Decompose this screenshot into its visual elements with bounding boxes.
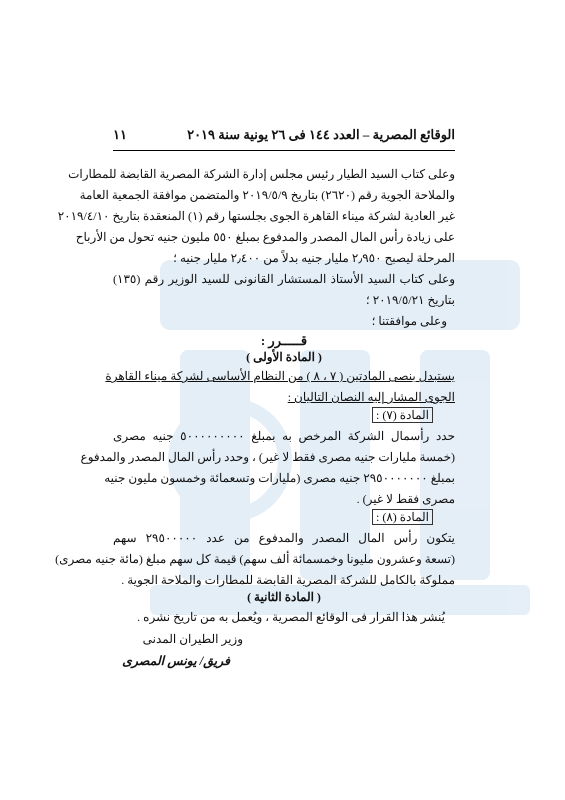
preamble-line: وعلى كتاب السيد الأستاذ المستشار القانونى للسيد الوزير رقم (١٣٥) bbox=[113, 272, 455, 286]
article1-heading: ( المادة الأولى ) bbox=[246, 350, 322, 364]
decision-heading: قـــــرر : bbox=[260, 333, 308, 348]
article8-label: المادة (٨) : bbox=[113, 509, 455, 525]
article7-line: بمبلغ ٢٩٥٠٠٠٠٠٠٠ جنيه مصرى (مليارات وتسعمائة وخمسون مليون جنيه bbox=[104, 471, 455, 485]
article7-label: المادة (٧) : bbox=[113, 407, 455, 423]
preamble-line: المرحلة ليصبح ٢٫٩٥٠ مليار جنيه بدلاً من ٢٫٤٠٠ مليار جنيه ؛ bbox=[173, 251, 455, 265]
minister-signature: فريق/ يونس المصرى bbox=[122, 654, 230, 668]
header-divider bbox=[113, 150, 455, 151]
preamble-line: غير العادية لشركة ميناء القاهرة الجوى بجلستها رقم (١) المنعقدة بتاريخ ٢٠١٩/٤/١٠ bbox=[57, 209, 455, 223]
article8-line: مملوكة بالكامل للشركة المصرية القابضة للمطارات والملاحة الجوية . bbox=[121, 573, 455, 587]
preamble-line: على زيادة رأس المال المصدر والمدفوع بمبلغ ٥٥٠ مليون جنيه تحول من الأرباح bbox=[75, 230, 455, 244]
preamble-line: وعلى كتاب السيد الطيار رئيس مجلس إدارة الشركة المصرية القابضة للمطارات bbox=[68, 167, 455, 181]
article2-heading: ( المادة الثانية ) bbox=[247, 590, 321, 604]
article8-line: (تسعة وعشرون مليونا وخمسمائة ألف سهم) قيمة كل سهم مبلغ (مائة جنيه مصرى) bbox=[55, 552, 455, 566]
article8-line: يتكون رأس المال المصدر والمدفوع من عدد ٢٩٥٠٠٠٠٠ سهم bbox=[113, 531, 455, 545]
article7-line: مصرى فقط لا غير) . bbox=[356, 492, 455, 506]
page-header bbox=[113, 127, 455, 147]
page-number: ١١ bbox=[113, 127, 127, 142]
article1-line: الجوى المشار إليه النصان التاليان : bbox=[287, 390, 455, 404]
article2-line: يُنشر هذا القرار فى الوقائع المصرية ، ويُعمل به من تاريخ نشره . bbox=[137, 610, 445, 624]
preamble-line: والملاحة الجوية رقم (٢٦٢٠) بتاريخ ٢٠١٩/٥/٩ والمتضمن موافقة الجمعية العامة bbox=[79, 188, 455, 202]
minister-title: وزير الطيران المدنى bbox=[142, 632, 243, 646]
preamble-line: وعلى موافقتنا ؛ bbox=[371, 314, 447, 328]
article7-line: حدد رأسمال الشركة المرخص به بمبلغ ٥٠٠٠٠٠٠٠٠٠ جنيه مصرى bbox=[113, 429, 455, 443]
preamble-line: بتاريخ ٢٠١٩/٥/٢١ ؛ bbox=[365, 293, 455, 307]
article1-line: يستبدل بنصى المادتين ( ٧ ، ٨ ) من النظام الأساسى لشركة ميناء القاهرة bbox=[105, 369, 455, 383]
header-title: الوقائع المصرية – العدد ١٤٤ فى ٢٦ يونية سنة ٢٠١٩ bbox=[187, 127, 455, 142]
article7-line: (خمسة مليارات جنيه مصرى فقط لا غير) ، وحدد رأس المال المصدر والمدفوع bbox=[80, 450, 455, 464]
